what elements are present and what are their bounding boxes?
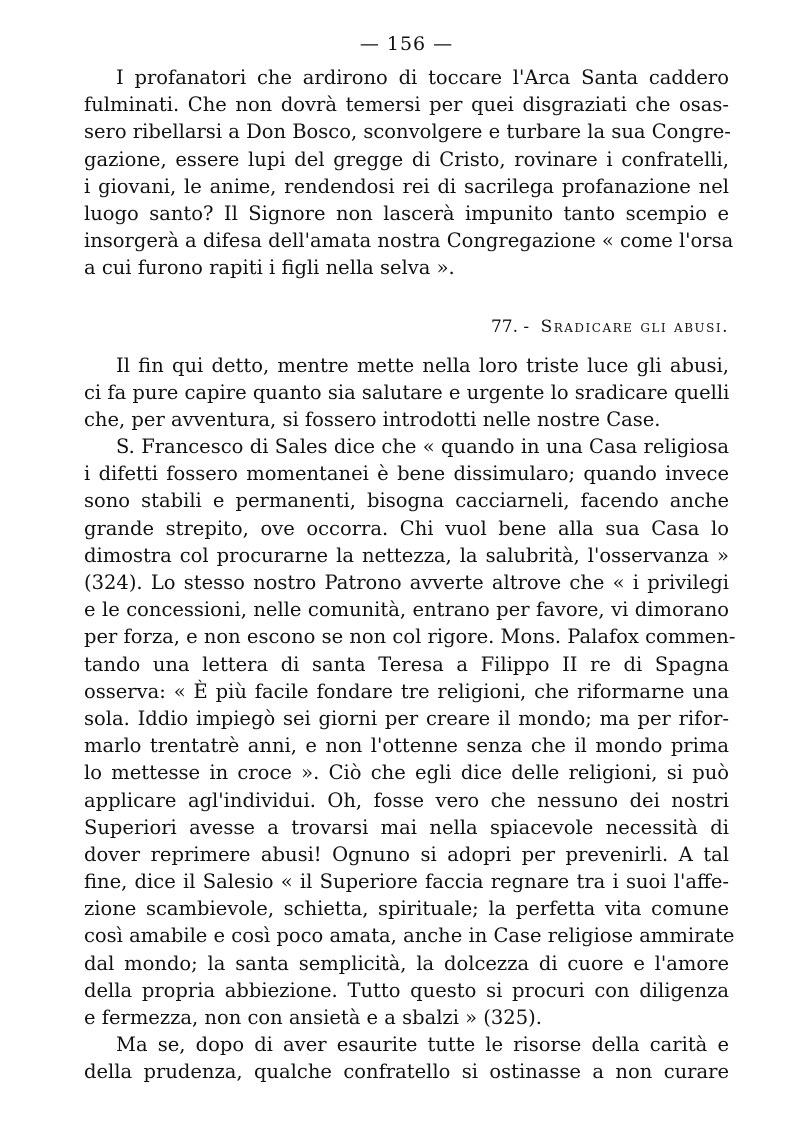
text-line: sola. Iddio impiegò sei giorni per creare il mondo; ma per rifor- [84, 706, 729, 730]
text-line: dimostra col procurarne la nettezza, la salubrità, l'osservanza » [84, 543, 729, 567]
text-line: marlo trentatrè anni, e non l'ottenne senza che il mondo prima [84, 734, 729, 758]
text-line: lo mettesse in croce ». Ciò che egli dice delle religioni, si può [84, 761, 729, 785]
text-line: fine, dice il Salesio « il Superiore faccia regnare tra i suoi l'affe- [84, 870, 729, 894]
text-line: della propria abbiezione. Tutto questo si procuri con diligenza [84, 978, 729, 1002]
text-line: (324). Lo stesso nostro Patrono avverte altrove che « i privilegi [84, 571, 729, 594]
text-line: tando una lettera di santa Teresa a Filippo II re di Spagna [84, 652, 729, 676]
section-title: Sradicare gli abusi. [540, 316, 729, 337]
text-line: a cui furono rapiti i figli nella selva ». [84, 256, 455, 280]
paragraph-1 [84, 64, 734, 282]
text-line: i difetti fossero momentanei è bene dissimularo; quando invece [84, 462, 729, 486]
text-line: sero ribellarsi a Don Bosco, sconvolgere e turbare la sua Congre- [84, 120, 731, 144]
text-line: i giovani, le anime, rendendosi rei di sacrilega profanazione nel [84, 174, 729, 198]
text-line: ci fa pure capire quanto sia salutare e urgente lo sradicare quelli [84, 380, 730, 404]
text-line: che, per avventura, si fossero introdotti nelle nostre Case. [84, 407, 661, 431]
paragraph-4 [84, 1031, 729, 1085]
text-line: e le concessioni, nelle comunità, entrano per favore, vi dimorano [84, 598, 729, 622]
text-line: per forza, e non escono se non col rigore. Mons. Palafox commen- [84, 625, 736, 649]
text-line: Il fin qui detto, mentre mette nella loro triste luce gli abusi, [116, 353, 729, 377]
text-line: così amabile e così poco amata, anche in Case religiose ammirate [84, 924, 735, 948]
text-line: e fermezza, non con ansietà e a sbalzi » (325). [84, 1006, 542, 1029]
text-line: S. Francesco di Sales dice che « quando in una Casa religiosa [116, 435, 729, 459]
page-number: — 156 — [359, 33, 454, 55]
paragraph-2 [84, 352, 729, 434]
paragraph-3 [84, 433, 736, 1031]
text-line: osserva: « È più facile fondare tre religioni, che riformarne una [84, 679, 729, 703]
text-line: grande strepito, ove occorra. Chi vuol bene alla sua Casa lo [84, 516, 729, 540]
book-page [84, 30, 736, 1086]
text-line: Superiori avesse a trovarsi mai nella spiacevole necessità di [84, 815, 729, 839]
text-line: applicare agl'individui. Oh, fosse vero che nessuno dei nostri [84, 788, 729, 812]
text-line: della prudenza, qualche confratello si ostinasse a non curare [84, 1060, 729, 1084]
text-line: fulminati. Che non dovrà temersi per quei disgraziati che osas- [84, 93, 729, 117]
text-line: Ma se, dopo di aver esaurite tutte le risorse della carità e [116, 1033, 729, 1057]
section-number: 77. - [490, 316, 530, 337]
text-line: insorgerà a difesa dell'amata nostra Congregazione « come l'orsa [84, 229, 734, 253]
text-line: dal mondo; la santa semplicità, la dolcezza di cuore e l'amore [84, 951, 729, 975]
text-line: sono stabili e permanenti, bisogna cacciarneli, facendo anche [84, 489, 729, 513]
text-line: gazione, essere lupi del gregge di Cristo, rovinare i confratelli, [84, 147, 729, 171]
section-heading [84, 314, 729, 340]
text-line: I profanatori che ardirono di toccare l'Arca Santa caddero [116, 66, 729, 89]
text-line: luogo santo? Il Signore non lascerà impunito tanto scempio e [84, 201, 729, 225]
text-line: zione scambievole, schietta, spirituale; la perfetta vita comune [84, 897, 729, 921]
text-line: dover reprimere abusi! Ognuno si adopri per prevenirli. A tal [84, 842, 729, 866]
